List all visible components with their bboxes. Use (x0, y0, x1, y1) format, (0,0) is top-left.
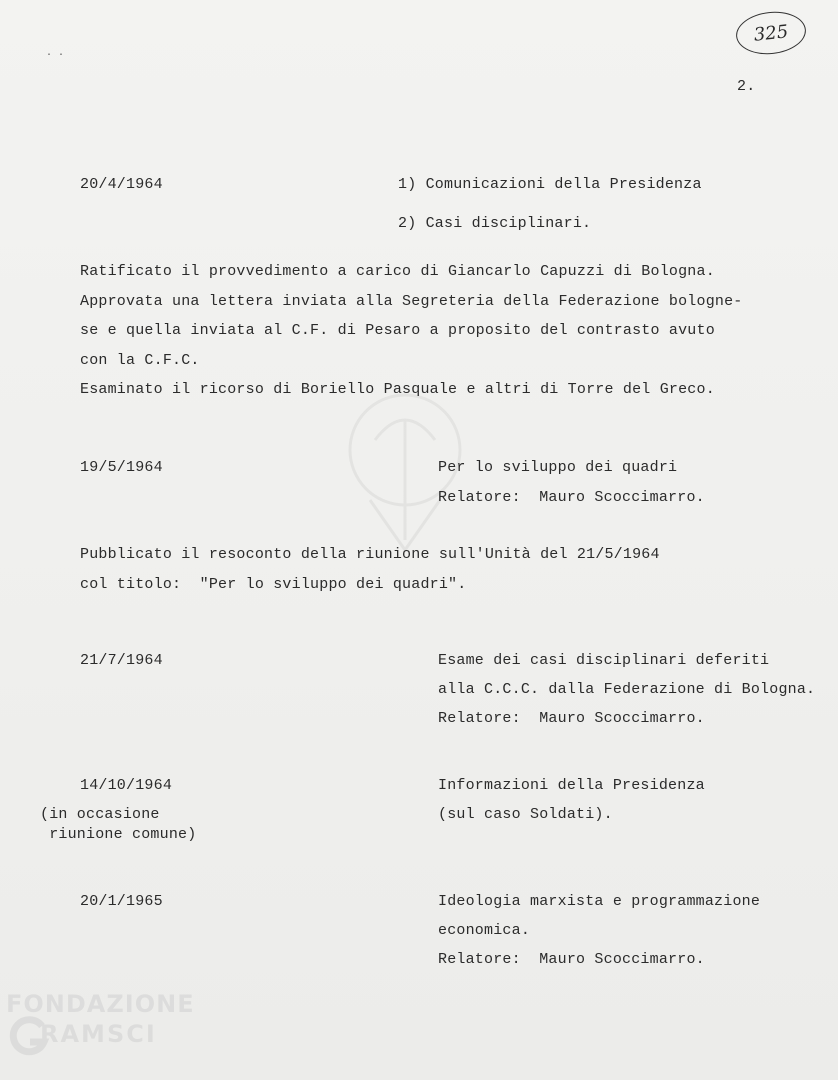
entry-agenda-line: Relatore: Mauro Scoccimarro. (438, 489, 705, 506)
entry-agenda-line: economica. (438, 922, 531, 939)
entry-agenda-line: Relatore: Mauro Scoccimarro. (438, 710, 705, 727)
entry-date: 20/1/1965 (80, 893, 163, 910)
entry-note-line: con la C.F.C. (80, 352, 200, 369)
watermark-line-2: RAMSCI (40, 1020, 157, 1048)
fondazione-gramsci-watermark (0, 990, 210, 1070)
entry-agenda-line: alla C.C.C. dalla Federazione di Bologna. (438, 681, 816, 698)
entry-note-line: col titolo: "Per lo sviluppo dei quadri". (80, 576, 467, 593)
entry-note-line: Approvata una lettera inviata alla Segreteria della Federazione bologne- (80, 293, 743, 310)
corner-mark: . . (46, 48, 65, 59)
entry-agenda-line: Ideologia marxista e programmazione (438, 893, 761, 910)
entry-agenda-line: Informazioni della Presidenza (438, 777, 705, 794)
entry-agenda-line: Per lo sviluppo dei quadri (438, 459, 678, 476)
entry-date-note: (in occasione (40, 806, 160, 823)
entry-note-line: Esaminato il ricorso di Boriello Pasquale e altri di Torre del Greco. (80, 381, 715, 398)
stamp-number: 325 (752, 20, 790, 46)
entry-agenda-line: Relatore: Mauro Scoccimarro. (438, 951, 705, 968)
entry-date: 21/7/1964 (80, 652, 163, 669)
entry-date: 19/5/1964 (80, 459, 163, 476)
watermark-line-1: FONDAZIONE (6, 990, 195, 1018)
entry-note-line: Ratificato il provvedimento a carico di Giancarlo Capuzzi di Bologna. (80, 263, 715, 280)
entry-agenda-line: Esame dei casi disciplinari deferiti (438, 652, 770, 669)
entry-date: 14/10/1964 (80, 777, 173, 794)
entry-date: 20/4/1964 (80, 176, 163, 193)
entry-agenda-line: (sul caso Soldati). (438, 806, 613, 823)
entry-note-line: se e quella inviata al C.F. di Pesaro a proposito del contrasto avuto (80, 322, 715, 339)
archive-stamp (734, 8, 808, 57)
page-number: 2. (737, 78, 756, 95)
entry-note-line: Pubblicato il resoconto della riunione sull'Unità del 21/5/1964 (80, 546, 660, 563)
entry-agenda-line: 1) Comunicazioni della Presidenza (398, 176, 702, 193)
entry-date-note: riunione comune) (40, 826, 197, 843)
entry-agenda-line: 2) Casi disciplinari. (398, 215, 592, 232)
